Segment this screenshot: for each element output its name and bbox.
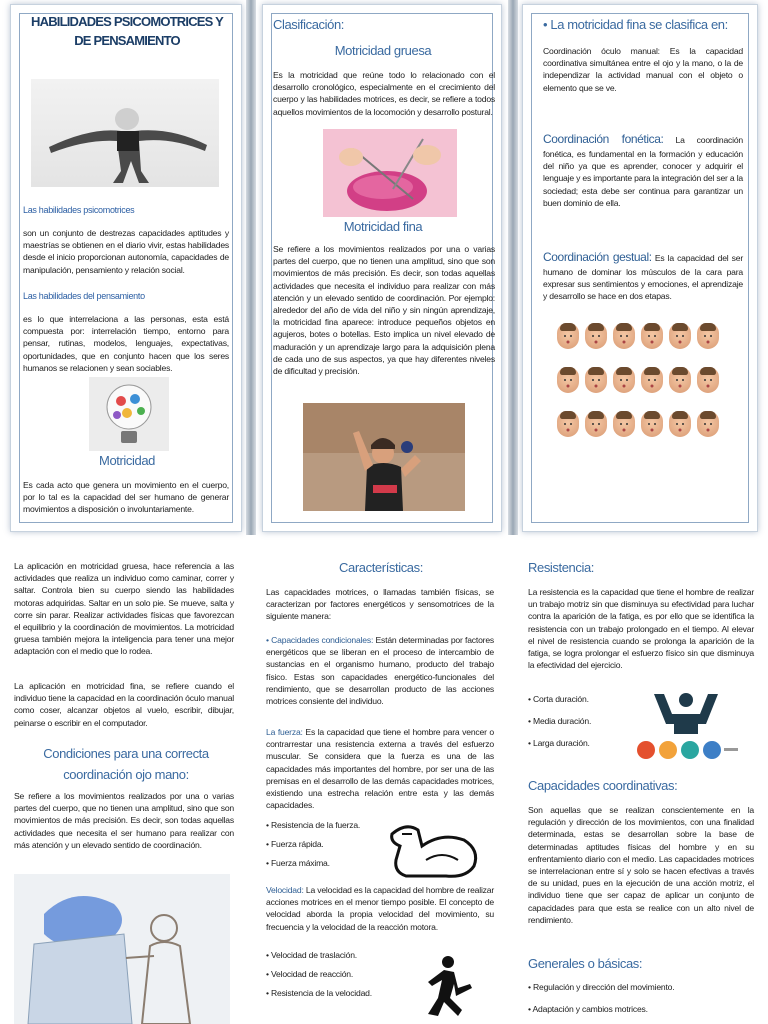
generales-list	[528, 982, 754, 1023]
knitting-image	[323, 129, 457, 217]
paragraph-fuerza	[266, 726, 494, 811]
paragraph-text: Es la capacidad que tiene el hombre para vencer o contrarrestar una resistencia externa a través del esfuerzo muscular. Se considera que la fuerza es una de las capacidades más importantes del hombre, por ser una de las premisas en el desarrollo de las demás capacidades motrices, existiendo una estrecha relación entre esta y las demás capacidades.	[266, 727, 494, 811]
subtitle-psicomotrices: Las habilidades psicomotrices	[23, 205, 135, 215]
paragraph-text: Es la capacidad del ser humano de dominar los músculos de la cara para expresar sus sentimientos y emociones, el aprendizaje y desarrollo se hace en dos etapas.	[543, 253, 743, 302]
panel-gutter	[508, 0, 518, 535]
panel-6	[520, 552, 762, 1024]
subtitle-fina: Motricidad fina	[343, 219, 423, 234]
page-title: HABILIDADES PSICOMOTRICES Y DE PENSAMIENTO	[31, 14, 223, 48]
paragraph: La resistencia es la capacidad que tiene el hombre de realizar un trabajo motriz sin que disminuya su efectividad para luchar contra la aparición de la fatiga, es por ello que se identifica la resistencia con un trabajo prolongado en el tiempo. Al elevar el nivel de resistencia cuando se prolonga la aparición de la fatiga, se logra prolongar el esfuerzo físico sin que disminuya la efectividad del ejercicio.	[528, 587, 754, 671]
list-item: • Fuerza máxima.	[266, 858, 330, 868]
list-item: • Media duración.	[528, 716, 592, 726]
heading-motricidad: Motricidad	[99, 453, 155, 468]
paragraph-condicionales	[266, 634, 494, 707]
panel-3	[522, 4, 758, 532]
list-item: • Fuerza rápida.	[266, 839, 324, 849]
heading-caracteristicas: Características:	[339, 560, 423, 575]
list-item: • Regulación y dirección del movimiento.	[528, 982, 675, 992]
paragraph-velocidad	[266, 884, 494, 933]
subtitle-gruesa: Motricidad gruesa	[334, 43, 432, 58]
paragraph: son un conjunto de destrezas capacidades aptitudes y maestrías se obtienen en el diario vivir, estas habilidades desde el inicio proporcionan autonomía, capacidades de manipulación, pensamiento y relación social.	[23, 228, 229, 275]
list-item: • Adaptación y cambios motrices.	[528, 1004, 648, 1014]
paragraph: Es la motricidad que reúne todo lo relacionado con el desarrollo cronológico, especialmente en el crecimiento del cuerpo y las habilidades motrices, es decir, se refiere a todos aquellos movimientos de la locomoción y desarrollo postural.	[273, 70, 495, 117]
heading-coordinativas: Capacidades coordinativas:	[528, 778, 678, 793]
biceps-icon	[386, 820, 482, 880]
heading-fonetica: Coordinación fonética:	[543, 132, 664, 146]
label-condicionales: • Capacidades condicionales:	[266, 635, 374, 645]
heading-gestual: Coordinación gestual:	[543, 250, 652, 264]
resistencia-list	[528, 694, 628, 760]
painting-image	[14, 874, 230, 1024]
paragraph-text: Están determinadas por factores energéticos que se liberan en el proceso de intercambio de sustancias en el organismo humano, producto del trabajo físico. Estas son capacidades energético-funcionales del rendimiento, que se desarrollan producto de las acciones motrices consiente del individuo.	[266, 635, 494, 707]
panel-2	[262, 4, 502, 532]
paragraph: es lo que interrelaciona a las personas, esta está compuesta por: interrelación tiempo, entorno para pensar, rutinas, modelos, lenguajes, expectativas, oportunidades, que en conjunto hacen que los seres humanos se relacionen y sean sociables.	[23, 314, 229, 373]
list-item: • Velocidad de reacción.	[266, 969, 354, 979]
velocidad-list	[266, 950, 406, 1007]
panel-1	[10, 4, 242, 532]
athlete-image	[303, 403, 465, 511]
list-item: • Corta duración.	[528, 694, 589, 704]
paragraph: Coordinación óculo manual: Es la capacidad coordinativa simultánea entre el ojo y la mano, o la de independizar la actividad manual con el objeto o elemento que se ve.	[543, 46, 743, 93]
panel-5	[258, 552, 504, 1024]
paragraph: Se refiere a los movimientos realizados por una o varias partes del cuerpo, que no tienen una amplitud, sino que son movimientos de más precisión. Es decir, son todas aquellas actividades que necesita el ser humano para realizar con más atención y un elevado sentido de coordinación.	[14, 791, 234, 850]
paragraph: Se refiere a los movimientos realizados por una o varias partes del cuerpo, que no tienen una amplitud, sino que son movimientos de más precisión. Es decir, son todas aquellas actividades que necesita el individuo para realizar con más atención y un elevado sentido de coordinación. Por ejemplo: alrededor del año de vida del niño y sin ningún aprendizaje, la motricidad fina aparece: introduce pequeños objetos en agujeros, botes o botellas. Esto implica un nivel elevado de maduración y un aprendizaje largo para la adquisición plena de cada uno de sus aspectos, ya que hay diferentes niveles de dificultad y precisión.	[273, 244, 495, 377]
fuerza-list	[266, 820, 376, 877]
label-fuerza: La fuerza:	[266, 727, 303, 737]
heading-fina-clasifica: • La motricidad fina se clasifica en:	[543, 17, 728, 32]
paragraph-gestual	[543, 249, 743, 303]
list-item: • Larga duración.	[528, 738, 590, 748]
list-item: • Resistencia de la velocidad.	[266, 988, 372, 998]
heading-resistencia: Resistencia:	[528, 560, 595, 575]
heading-clasificacion: Clasificación:	[273, 17, 344, 32]
paragraph: Son aquellas que se realizan conscientemente en la regulación y dirección de los movimientos, con una finalidad determinada, estas se desarrollan sobre la base de determinadas aptitudes físicas del hombre y en su enfrentamiento diario con el medio. Las capacidades motrices se interrelacionan entre sí y solo se hacen efectivas a través de su unidad, pues en la ejecución de una acción motriz, el individuo tiene que ser capaz de aplicar un conjunto de capacidades para que esta se realice con un alto nivel de rendimiento.	[528, 805, 754, 925]
paragraph-text: La coordinación fonética, es fundamental en la formación y educación del niño ya que es aprender, conocer y adquirir el lenguaje y es importante para la integración del ser a la sociedad; esta debe ser continua para garantizar un buen dominio de ella.	[543, 135, 743, 208]
paragraph: La aplicación en motricidad gruesa, hace referencia a las actividades que realiza un individuo como caminar, correr y saltar. Controla bien su cuerpo siendo las habilidades motoras adquiridas. Saltar en un solo pie. Se mueve, salta y corre sin parar. Realizar actividades físicas que favorezcan el equilibrio y la coordinación de movimientos. La motricidad gruesa también mejora la inteligencia para tener una mejor adaptación con el medio que lo rodea.	[14, 561, 234, 657]
paragraph: Las capacidades motrices, o llamadas también físicas, se caracterizan por factores energéticos y sensomotrices de la siguiente manera:	[266, 587, 494, 622]
strength-icons	[632, 690, 740, 764]
heading-generales: Generales o básicas:	[528, 956, 643, 971]
paragraph: Es cada acto que genera un movimiento en el cuerpo, por lo tal es la capacidad del ser humano de generar movimientos a disposición o involuntariamente.	[23, 480, 229, 515]
label-velocidad: Velocidad:	[266, 885, 304, 895]
panel-4	[6, 552, 246, 1024]
gymnast-image	[31, 79, 219, 187]
paragraph: La aplicación en motricidad fina, se refiere cuando el individuo tiene la capacidad en la coordinación óculo manual como coser, alcanzar objetos al vuelo, escribir, dibujar, peinarse o escribir en el computador.	[14, 681, 234, 728]
paragraph-text: La velocidad es la capacidad del hombre de realizar acciones motrices en el menor tiempo posible. El concepto de velocidad aborda la propia velocidad del movimiento, su frecuencia y la velocidad de la reacción motora.	[266, 885, 494, 932]
list-item: • Velocidad de traslación.	[266, 950, 357, 960]
panel-gutter	[246, 0, 256, 535]
list-item: • Resistencia de la fuerza.	[266, 820, 361, 830]
heading-condiciones: Condiciones para una correcta coordinación ojo mano:	[43, 746, 209, 782]
brain-bulb-image	[89, 377, 169, 451]
subtitle-pensamiento: Las habilidades del pensamiento	[23, 291, 145, 301]
runner-icon	[418, 954, 478, 1024]
facial-expressions-image	[555, 319, 725, 449]
paragraph-fonetica	[543, 131, 743, 209]
